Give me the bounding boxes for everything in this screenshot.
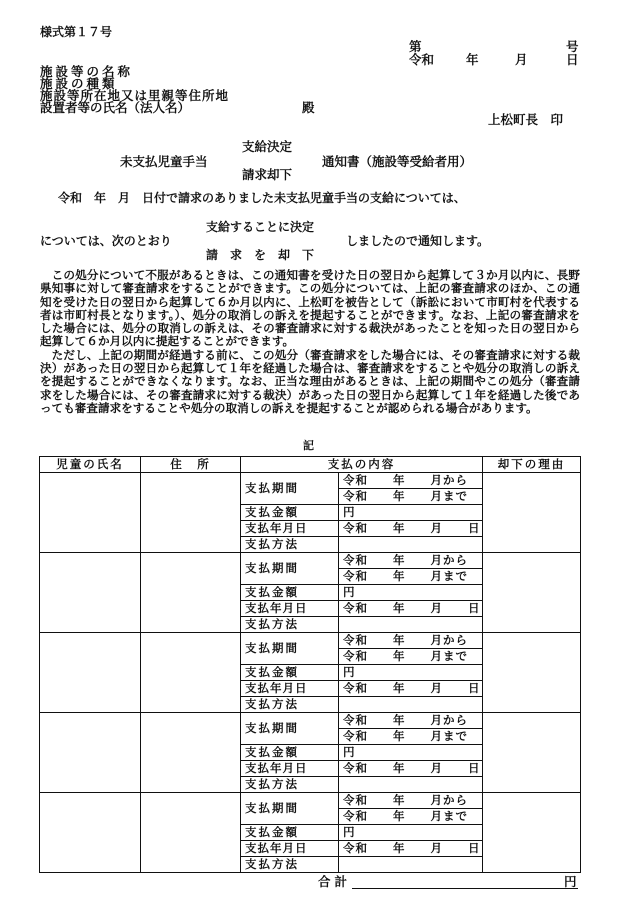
address-cell[interactable] xyxy=(141,553,241,633)
amount-label: 支払金額 xyxy=(241,665,339,681)
total-label: 合計 xyxy=(318,874,352,889)
period-to[interactable]: 令和 年 月まで xyxy=(339,729,483,745)
amount-label: 支払金額 xyxy=(241,585,339,601)
period-to[interactable]: 令和 年 月まで xyxy=(339,809,483,825)
method-value[interactable] xyxy=(339,777,483,793)
total-underline xyxy=(352,888,578,889)
appeal-paragraph-2: ただし、上記の期間が経過する前に、この処分（審査請求をした場合には、その審査請求に対する裁決）があった日の翌日から起算して１年を経過した場合は、審査請求をすることや処分の取消しの訴えを提起することができなくなります。なお、正当な理由があるときは、上記の期間やこの処分（審査請求をした場合には、その審査請求に対する裁決）があった日の翌日から起算して１年を経過した後であっても審査請求をすることや処分の取消しの訴えを提起することが認められる場合があります。 xyxy=(40,347,580,415)
title-left: 未支払児童手当 xyxy=(120,154,208,169)
appeal-notice xyxy=(40,269,580,415)
date-label: 支払年月日 xyxy=(241,601,339,617)
issuer-seal: 上松町長 印 xyxy=(488,112,564,127)
founder-name-label: 設置者等の氏名（法人名） xyxy=(40,100,191,115)
method-label: 支払方法 xyxy=(241,697,339,713)
method-value[interactable] xyxy=(339,537,483,553)
date-year: 年 xyxy=(466,52,479,67)
date-day: 日 xyxy=(566,52,579,67)
child-name-cell[interactable] xyxy=(40,793,141,873)
table-row xyxy=(40,633,581,649)
table-row xyxy=(40,553,581,569)
child-name-cell[interactable] xyxy=(40,633,141,713)
payment-table xyxy=(39,456,581,873)
facility-address-label: 施設等所在地又は里親等住所地 xyxy=(40,88,230,103)
child-name-cell[interactable] xyxy=(40,473,141,553)
header-address: 住 所 xyxy=(141,457,241,473)
child-name-cell[interactable] xyxy=(40,713,141,793)
title-right: 通知書（施設等受給者用） xyxy=(322,154,473,169)
date-month: 月 xyxy=(515,52,528,67)
amount-label: 支払金額 xyxy=(241,745,339,761)
rejection-reason-cell[interactable] xyxy=(483,473,581,553)
period-label: 支払期間 xyxy=(241,473,339,505)
date-label: 支払年月日 xyxy=(241,761,339,777)
method-label: 支払方法 xyxy=(241,617,339,633)
date-value[interactable]: 令和 年 月 日 xyxy=(339,841,483,857)
amount-value[interactable]: 円 xyxy=(339,585,483,601)
table-row xyxy=(40,793,581,809)
method-value[interactable] xyxy=(339,617,483,633)
amount-value[interactable]: 円 xyxy=(339,505,483,521)
child-name-cell[interactable] xyxy=(40,553,141,633)
method-value[interactable] xyxy=(339,857,483,873)
rejection-reason-cell[interactable] xyxy=(483,633,581,713)
table-row xyxy=(40,713,581,729)
ki-heading: 記 xyxy=(303,439,314,452)
title-lower: 請求却下 xyxy=(242,167,293,182)
period-to[interactable]: 令和 年 月まで xyxy=(339,569,483,585)
period-from[interactable]: 令和 年 月から xyxy=(339,793,483,809)
honorific: 殿 xyxy=(302,100,315,115)
period-to[interactable]: 令和 年 月まで xyxy=(339,649,483,665)
table-header-row xyxy=(40,457,581,473)
amount-value[interactable]: 円 xyxy=(339,665,483,681)
rejection-reason-cell[interactable] xyxy=(483,553,581,633)
doc-number-suffix: 号 xyxy=(566,39,579,54)
decision-left: については、次のとおり xyxy=(40,234,172,248)
period-label: 支払期間 xyxy=(241,553,339,585)
date-value[interactable]: 令和 年 月 日 xyxy=(339,681,483,697)
rejection-reason-cell[interactable] xyxy=(483,713,581,793)
appeal-paragraph-1: この処分について不服があるときは、この通知書を受けた日の翌日から起算して３か月以内に、長野県知事に対して審査請求をすることができます。この処分については、上記の審査請求のほか、この通知を受けた日の翌日から起算して６か月以内に、上松町を被告として（訴訟において市町村を代表する者は市町村長となります。）、処分の取消しの訴えを提起することができます。なお、上記の審査請求をした場合には、処分の取消しの訴えは、その審査請求に対する裁決があったことを知った日の翌日から起算して６か月以内に提起することができます。 xyxy=(40,268,580,349)
period-label: 支払期間 xyxy=(241,713,339,745)
date-value[interactable]: 令和 年 月 日 xyxy=(339,761,483,777)
amount-label: 支払金額 xyxy=(241,505,339,521)
address-cell[interactable] xyxy=(141,793,241,873)
facility-type-label: 施設の種類 xyxy=(40,76,118,91)
date-label: 支払年月日 xyxy=(241,841,339,857)
intro-text: 令和 年 月 日付で請求のありました未支払児童手当の支給については、 xyxy=(58,191,466,205)
decision-upper: 支給することに決定 xyxy=(206,220,315,234)
decision-right: しましたので通知します。 xyxy=(346,234,490,248)
table-row xyxy=(40,473,581,489)
total-unit: 円 xyxy=(564,874,577,889)
method-label: 支払方法 xyxy=(241,857,339,873)
period-to[interactable]: 令和 年 月まで xyxy=(339,489,483,505)
method-value[interactable] xyxy=(339,697,483,713)
amount-value[interactable]: 円 xyxy=(339,825,483,841)
method-label: 支払方法 xyxy=(241,537,339,553)
amount-value[interactable]: 円 xyxy=(339,745,483,761)
rejection-reason-cell[interactable] xyxy=(483,793,581,873)
address-cell[interactable] xyxy=(141,713,241,793)
amount-label: 支払金額 xyxy=(241,825,339,841)
date-era: 令和 xyxy=(409,52,435,67)
header-payment-content: 支払の内容 xyxy=(241,457,483,473)
period-label: 支払期間 xyxy=(241,633,339,665)
doc-number-prefix: 第 xyxy=(409,39,422,54)
period-from[interactable]: 令和 年 月から xyxy=(339,633,483,649)
address-cell[interactable] xyxy=(141,633,241,713)
title-upper: 支給決定 xyxy=(242,139,293,154)
form-number: 様式第１７号 xyxy=(40,25,113,39)
decision-lower: 請 求 を 却 下 xyxy=(206,248,315,262)
period-from[interactable]: 令和 年 月から xyxy=(339,553,483,569)
date-value[interactable]: 令和 年 月 日 xyxy=(339,601,483,617)
period-from[interactable]: 令和 年 月から xyxy=(339,473,483,489)
period-label: 支払期間 xyxy=(241,793,339,825)
header-rejection-reason: 却下の理由 xyxy=(483,457,581,473)
date-value[interactable]: 令和 年 月 日 xyxy=(339,521,483,537)
method-label: 支払方法 xyxy=(241,777,339,793)
date-label: 支払年月日 xyxy=(241,681,339,697)
header-child-name: 児童の氏名 xyxy=(40,457,141,473)
period-from[interactable]: 令和 年 月から xyxy=(339,713,483,729)
date-label: 支払年月日 xyxy=(241,521,339,537)
address-cell[interactable] xyxy=(141,473,241,553)
facility-name-label: 施設等の名称 xyxy=(40,64,134,79)
